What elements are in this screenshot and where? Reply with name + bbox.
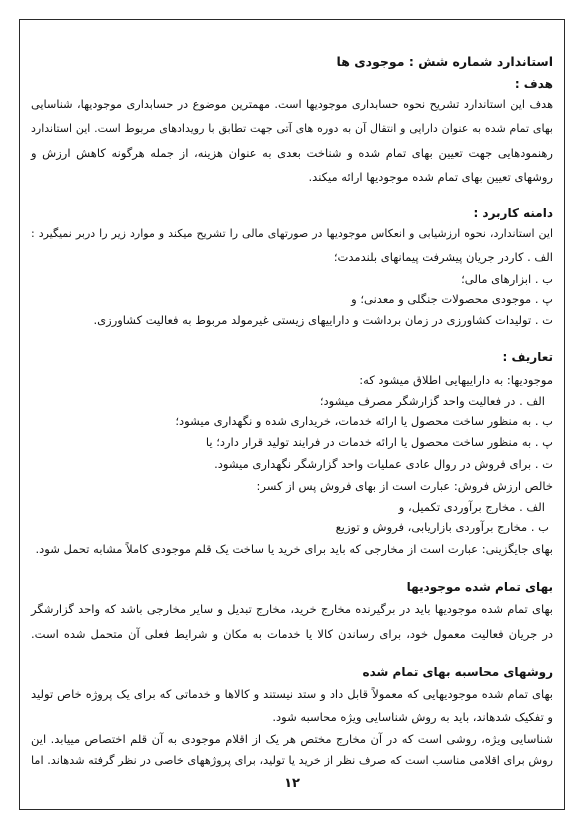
paragraph-line: و تفکیک شدهاند، باید به روش شناسایی ویژه محاسبه شود.	[272, 710, 553, 724]
list-item: ب . مخارج برآوردی بازاریابی، فروش و توزیع	[335, 520, 549, 534]
list-item: پ . موجودی محصولات جنگلی و معدنی؛ و	[351, 292, 553, 306]
document-title: استاندارد شماره شش : موجودی ها	[336, 54, 553, 69]
page-number: ۱۲	[284, 776, 300, 791]
paragraph-line: این استاندارد، نحوه ارزشیابی و انعکاس موجودیها در صورتهای مالی را تشریح میکند و موارد زیر را دربر نمیگیرد :	[31, 227, 553, 240]
list-item: الف . کاردر جریان پیشرفت پیمانهای بلندمدت؛	[333, 250, 553, 264]
paragraph-line: روش برای اقلامی مناسب است که صرف نظر از خرید یا تولید، برای پروژههای خاصی در نظر گرفته شدهاند. اما	[31, 754, 553, 767]
paragraph-line: بهای تمام شده به عنوان دارایی و انتقال آن به دوره های آتی جهت تطابق با رویدادهای مربوط است. این استاندارد	[31, 122, 553, 135]
definition-term: بهای جایگزینی: عبارت است از مخارجی که باید برای خرید یا ساخت یک قلم موجودی کاملاً مشابه تحمل شود.	[35, 542, 553, 556]
paragraph-line: شناسایی ویژه، روشی است که در آن مخارج مختص هر یک از اقلام موجودی به آن قلم اختصاص مییابد. این	[31, 732, 553, 746]
list-item: الف . در فعالیت واحد گزارشگر مصرف میشود؛	[319, 394, 545, 408]
list-item: ت . تولیدات کشاورزی در زمان برداشت و داراییهای زیستی غیرمولد مربوط به فعالیت کشاورزی.	[93, 313, 553, 327]
definition-term: خالص ارزش فروش: عبارت است از بهای فروش پس از کسر:	[256, 479, 553, 493]
paragraph-line: رهنمودهایی جهت تعیین بهای تمام شده و شناخت بعدی به عنوان هزینه، از جمله هرگونه کاهش ارزش و	[31, 146, 553, 160]
section-heading-definitions: تعاریف :	[502, 350, 553, 364]
section-heading-objective: هدف :	[514, 77, 553, 91]
list-item: ب . به منظور ساخت محصول یا ارائه خدمات، خریداری شده و نگهداری میشود؛	[175, 414, 553, 428]
paragraph-line: روشهای تعیین بهای تمام شده موجودیها ارائه میکند.	[308, 170, 553, 184]
list-item: ب . ابزارهای مالی؛	[461, 272, 553, 286]
definition-term: موجودیها: به داراییهایی اطلاق میشود که:	[359, 373, 553, 387]
paragraph-line: بهای تمام شده موجودیها باید در برگیرنده مخارج خرید، مخارج تبدیل و سایر مخارجی باشد که واحد گزارشگر	[31, 602, 553, 616]
list-item: الف . مخارج برآوردی تکمیل، و	[398, 500, 545, 514]
section-heading-cost: بهای تمام شده موجودیها	[406, 580, 553, 594]
section-heading-cost-methods: روشهای محاسبه بهای تمام شده	[362, 665, 553, 679]
paragraph-line: بهای تمام شده موجودیهایی که معمولاً قابل داد و ستد نیستند و کالاها و خدماتی که برای یک پروژه خاص تولید	[31, 687, 553, 701]
list-item: پ . به منظور ساخت محصول یا ارائه خدمات در فرایند تولید قرار دارد؛ یا	[205, 435, 553, 449]
paragraph-line: در جریان فعالیت معمول خود، برای رساندن کالا یا خدمات به مکان و شرایط فعلی آن متحمل شده است.	[31, 627, 553, 641]
list-item: ت . برای فروش در روال عادی عملیات واحد گزارشگر نگهداری میشود.	[214, 457, 553, 471]
section-heading-scope: دامنه کاربرد :	[473, 206, 553, 220]
paragraph-line: هدف این استاندارد تشریح نحوه حسابداری موجودیها است. مهمترین موضوع در حسابداری موجودیها، شناسایی	[31, 98, 553, 111]
